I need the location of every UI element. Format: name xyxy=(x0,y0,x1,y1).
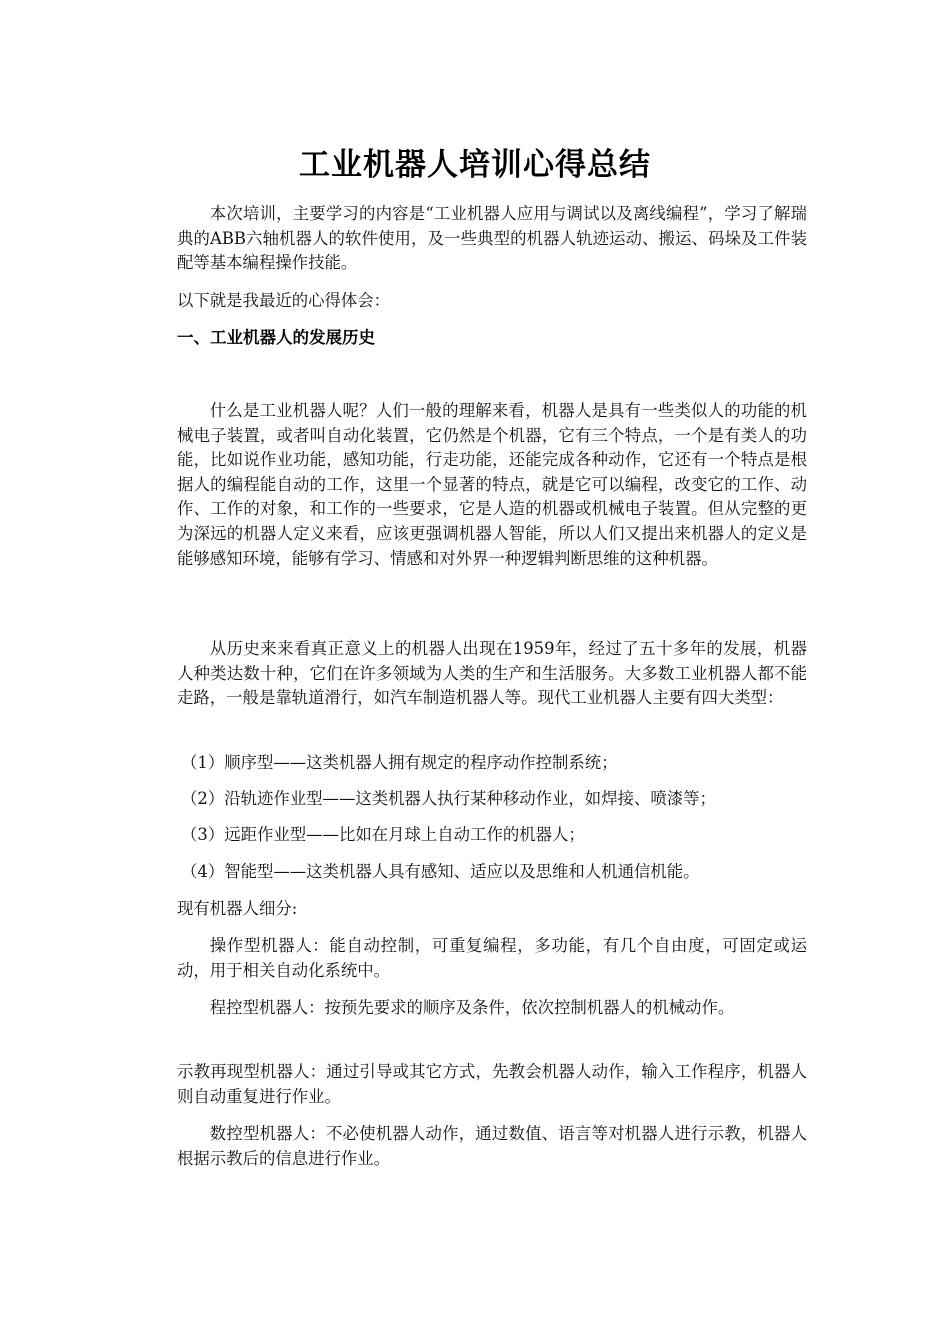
subclass-item: 示教再现型机器人：通过引导或其它方式，先教会机器人动作，输入工作程序，机器人则自动重复进行作业。 xyxy=(177,1062,807,1106)
subclass-item: 程控型机器人：按预先要求的顺序及条件，依次控制机器人的机械动作。 xyxy=(209,998,735,1017)
type-item: （2）沿轨迹作业型——这类机器人执行某种移动作业，如焊接、喷漆等； xyxy=(181,789,716,808)
section-heading: 一、工业机器人的发展历史 xyxy=(177,328,375,347)
type-item: （1）顺序型——这类机器人拥有规定的程序动作控制系统； xyxy=(181,753,618,772)
type-item: （4）智能型——这类机器人具有感知、适应以及思维和人机通信机能。 xyxy=(181,862,700,881)
subclass-item: 操作型机器人：能自动控制，可重复编程，多功能，有几个自由度，可固定或运动，用于相关自动化系统中。 xyxy=(177,936,807,980)
intro-paragraph: 本次培训，主要学习的内容是“工业机器人应用与调试以及离线编程”，学习了解瑞典的ABB六轴机器人的软件使用，及一些典型的机器人轨迹运动、搬运、码垛及工件装配等基本编程操作技能。 xyxy=(177,204,807,273)
subclass-item: 数控型机器人：不必使机器人动作，通过数值、语言等对机器人进行示教，机器人根据示教后的信息进行作业。 xyxy=(177,1124,807,1168)
history-paragraph: 从历史来来看真正意义上的机器人出现在1959年，经过了五十多年的发展，机器人种类达数十种，它们在许多领域为人类的生产和生活服务。大多数工业机器人都不能走路，一般是靠轨道滑行，如汽车制造机器人等。现代工业机器人主要有四大类型： xyxy=(177,639,807,708)
lead-paragraph: 以下就是我最近的心得体会： xyxy=(177,291,391,310)
definition-paragraph: 什么是工业机器人呢？人们一般的理解来看，机器人是具有一些类似人的功能的机械电子装置，或者叫自动化装置，它仍然是个机器，它有三个特点，一个是有类人的功能，比如说作业功能，感知功能，行走功能，还能完成各种动作，它还有一个特点是根据人的编程能自动的工作，这里一个显著的特点，就是它可以编程，改变它的工作、动作、工作的对象，和工作的一些要求，它是人造的机器或机械电子装置。但从完整的更为深远的机器人定义来看，应该更强调机器人智能，所以人们又提出来机器人的定义是能够感知环境，能够有学习、情感和对外界一种逻辑判断思维的这种机器。 xyxy=(177,401,807,568)
type-item: （3）远距作业型——比如在月球上自动工作的机器人； xyxy=(181,825,585,844)
page-title: 工业机器人培训心得总结 xyxy=(299,147,651,183)
subclass-lead: 现有机器人细分: xyxy=(177,899,298,918)
